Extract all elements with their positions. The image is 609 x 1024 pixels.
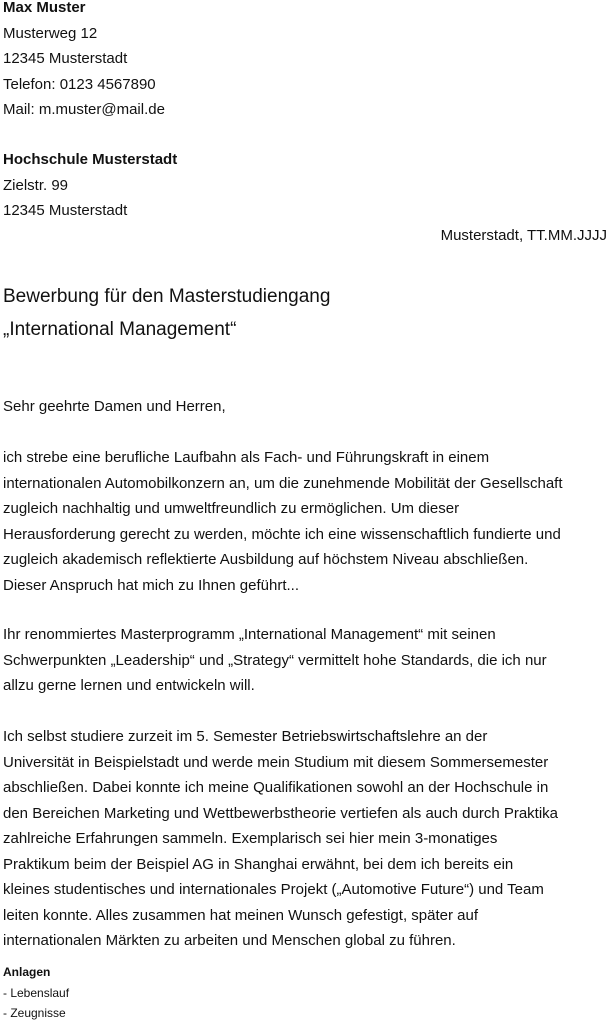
attachment-item: - Zeugnisse xyxy=(3,1006,66,1020)
recipient-address xyxy=(3,147,177,224)
paragraph-experience xyxy=(3,724,558,954)
attachment-item: - Lebenslauf xyxy=(3,985,70,1000)
paragraph-line: abschließen. Dabei konnte ich meine Qualifikationen sowohl an der Hochschule in xyxy=(3,779,549,796)
paragraph-line: internationalen Automobilkonzern an, um die zunehmende Mobilität der Gesellschaft xyxy=(3,474,563,492)
letter-subject xyxy=(3,280,330,346)
attachments xyxy=(3,962,69,1024)
attachments-heading: Anlagen xyxy=(3,965,51,979)
paragraph-line: internationalen Märkten zu arbeiten und Menschen global zu führen. xyxy=(3,932,456,949)
paragraph-line: zugleich nachhaltig und umweltfreundlich zu ermöglichen. Um dieser xyxy=(3,500,460,517)
paragraph-line: ich strebe eine berufliche Laufbahn als Fach- und Führungskraft in einem xyxy=(3,449,490,466)
paragraph-line: Dieser Anspruch hat mich zu Ihnen geführt... xyxy=(3,576,299,594)
paragraph-line: Praktikum beim der Beispiel AG in Shanghai erwähnt, bei dem ich bereits ein xyxy=(3,855,514,873)
recipient-city: 12345 Musterstadt xyxy=(3,202,128,219)
subject-line: Bewerbung für den Masterstudiengang xyxy=(3,286,331,307)
paragraph-motivation xyxy=(3,445,563,598)
paragraph-line: Schwerpunkten „Leadership“ und „Strategy“ vermittelt hohe Standards, die ich nur xyxy=(3,651,547,669)
sender-city: 12345 Musterstadt xyxy=(3,50,128,67)
paragraph-line: allzu gerne lernen und entwickeln will. xyxy=(3,677,255,694)
paragraph-line: Ich selbst studiere zurzeit im 5. Semester Betriebswirtschaftslehre an der xyxy=(3,728,488,745)
paragraph-line: kleines studentisches und internationales Projekt („Automotive Future“) und Team xyxy=(3,881,544,898)
salutation: Sehr geehrte Damen und Herren, xyxy=(3,398,226,415)
paragraph-program xyxy=(3,622,547,699)
paragraph-line: leiten konnte. Alles zusammen hat meinen Wunsch gefestigt, später auf xyxy=(3,906,478,924)
paragraph-line: den Bereichen Marketing und Wettbewerbstheorie vertiefen als auch durch Praktika xyxy=(3,804,559,822)
recipient-name: Hochschule Musterstadt xyxy=(3,151,178,168)
paragraph-line: Herausforderung gerecht zu werden, möchte ich eine wissenschaftlich fundierte und xyxy=(3,525,561,543)
paragraph-line: zugleich akademisch reflektierte Ausbildung auf höchstem Niveau abschließen. xyxy=(3,551,529,568)
recipient-street: Zielstr. 99 xyxy=(3,176,69,194)
sender-address xyxy=(3,0,165,123)
sender-phone: Telefon: 0123 4567890 xyxy=(3,75,156,93)
sender-name: Max Muster xyxy=(3,0,86,16)
paragraph-line: Universität in Beispielstadt und werde mein Studium mit diesem Sommersemester xyxy=(3,753,549,771)
paragraph-line: Ihr renommiertes Masterprogramm „International Management“ mit seinen xyxy=(3,626,496,643)
paragraph-line: zahlreiche Erfahrungen sammeln. Exemplarisch sei hier mein 3-monatiges xyxy=(3,830,498,847)
letter-date: Musterstadt, TT.MM.JJJJ xyxy=(440,227,607,244)
subject-line: „International Management“ xyxy=(3,319,237,340)
sender-mail: Mail: m.muster@mail.de xyxy=(3,101,165,118)
sender-street: Musterweg 12 xyxy=(3,24,98,42)
